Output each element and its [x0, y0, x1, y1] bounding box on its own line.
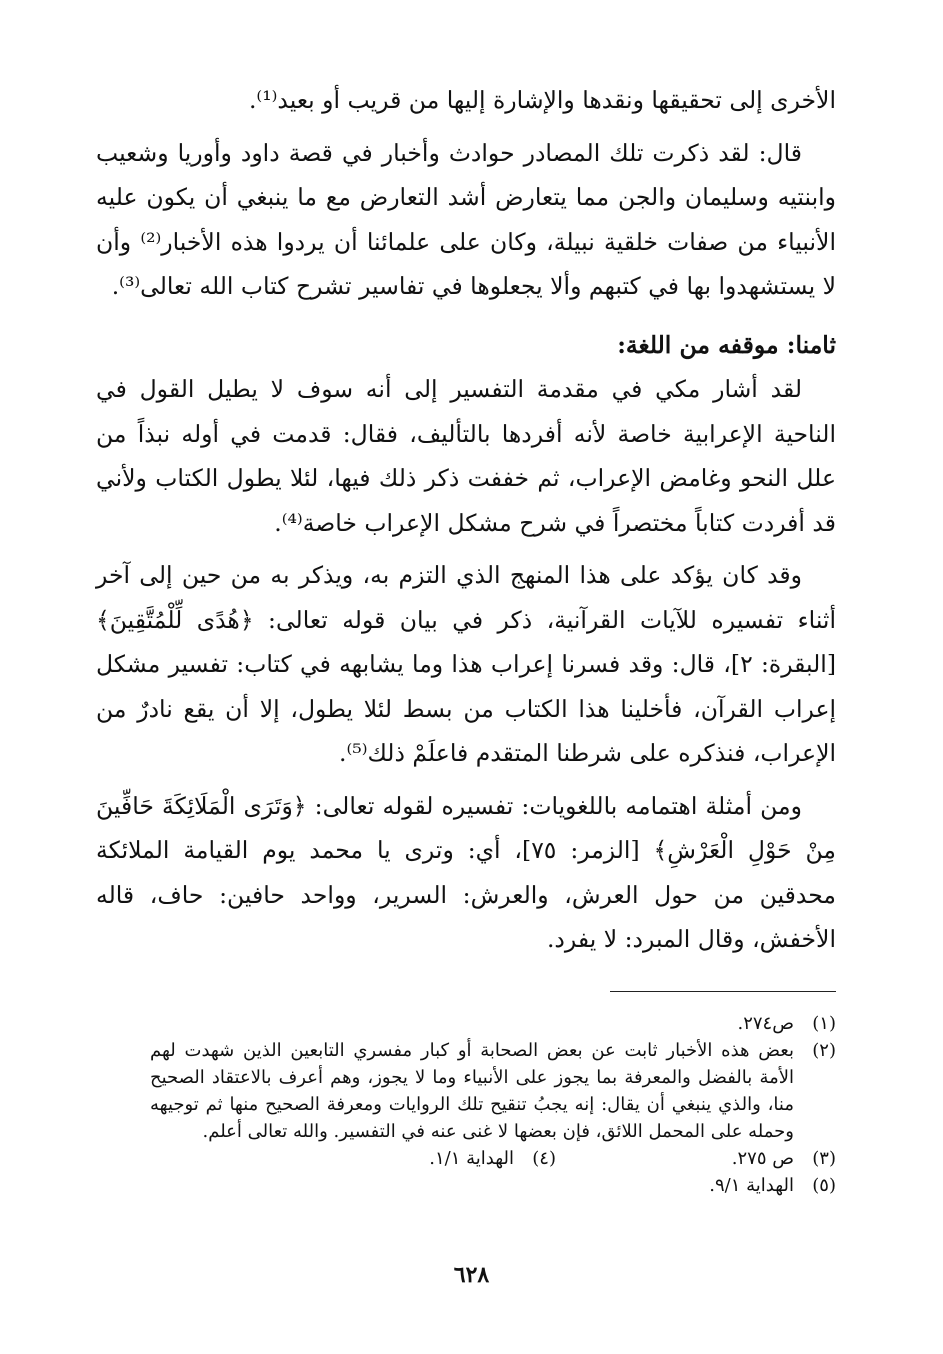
- footnote-3: [556, 1145, 836, 1172]
- main-text: [96, 78, 836, 962]
- footnote-number: (٤): [532, 1148, 556, 1169]
- footnote-5: [150, 1172, 836, 1199]
- footnote-text: ص٢٧٤.: [737, 1013, 794, 1034]
- footnote-text: الهداية ٩/١.: [709, 1175, 794, 1196]
- footnote-text: بعض هذه الأخبار ثابت عن بعض الصحابة أو كبار مفسري التابعين الذين شهدت لهم الأمة بالفضل والمعرفة بما يجوز على الأنبياء وما لا يجوز، وهم أعرف بالاعتقاد الصحيح منا، والذي ينبغي أن يقال: إنه يجبُ تنقيح تلك الروايات ومعرفة الصحيح منها ثم توجيهه وحمله على المحمل اللائق، فإن بعضها لا غنى عنه في التفسير. والله تعالى أعلم.: [150, 1040, 794, 1142]
- paragraph-3: لقد أشار مكي في مقدمة التفسير إلى أنه سوف لا يطيل القول في الناحية الإعرابية خاصة لأنه أفردها بالتأليف، فقال: قدمت في أوله نبذاً من علل النحو وغامض الإعراب، ثم خففت ذكر ذلك فيها، لئلا يطول الكتاب ولأني قد أفردت كتاباً مختصراً في شرح مشكل الإعراب خاصة⁽⁴⁾.: [96, 375, 836, 537]
- footnote-number: (٥): [812, 1175, 836, 1196]
- paragraph-1: الأخرى إلى تحقيقها ونقدها والإشارة إليها من قريب أو بعيد⁽¹⁾.: [248, 86, 836, 114]
- footnote-4: [276, 1145, 556, 1172]
- footnote-2: [150, 1037, 836, 1145]
- paragraph-2: قال: لقد ذكرت تلك المصادر حوادث وأخبار في قصة داود وأوريا وشعيب وابنتيه وسليمان والجن مما يتعارض أشد التعارض مع ما ينبغي أن يكون عليه الأنبياء من صفات خلقية نبيلة، وكان على علمائنا أن يردوا هذه الأخبار⁽²⁾ وأن لا يستشهدوا بها في كتبهم وألا يجعلوها في تفاسير تشرح كتاب الله تعالى⁽³⁾.: [96, 138, 836, 300]
- paragraph-5: ومن أمثلة اهتمامه باللغويات: تفسيره لقوله تعالى: ﴿وَتَرَى الْمَلَائِكَةَ حَافِّينَ مِنْ حَوْلِ الْعَرْشِ﴾ [الزمر: ٧٥]، أي: وترى يا محمد يوم القيامة الملائكة محدقين من حول العرش، والعرش: السرير، وواحد حافين: حاف، قاله الأخفش، وقال المبرد: لا يفرد.: [96, 791, 837, 953]
- footnotes: [150, 1010, 836, 1199]
- footnote-number: (١): [812, 1013, 836, 1034]
- footnote-1: [150, 1010, 836, 1037]
- footnote-number: (٣): [812, 1148, 836, 1169]
- section-heading: ثامنا: موقفه من اللغة:: [617, 330, 836, 359]
- paragraph-4: وقد كان يؤكد على هذا المنهج الذي التزم به، ويذكر به من حين إلى آخر أثناء تفسيره للآيات القرآنية، ذكر في بيان قوله تعالى: ﴿هُدًى لِّلْمُتَّقِينَ﴾ [البقرة: ٢]، قال: وقد فسرنا إعراب هذا وما يشابهه في كتاب: تفسير مشكل إعراب القرآن، فأخلينا هذا الكتاب من بسط لئلا يطول، إلا أن يقع نادرٌ من الإعراب، فنذكره على شرطنا المتقدم فاعلَمْ ذلك⁽⁵⁾.: [96, 561, 836, 767]
- footnote-text: الهداية ١/١.: [429, 1148, 514, 1169]
- footnote-number: (٢): [812, 1040, 836, 1061]
- footnote-text: ص ٢٧٥.: [731, 1148, 794, 1169]
- footnote-separator: [610, 991, 836, 992]
- footnote-row-3-4: [150, 1145, 836, 1172]
- page-number: ٦٢٨: [453, 1262, 490, 1288]
